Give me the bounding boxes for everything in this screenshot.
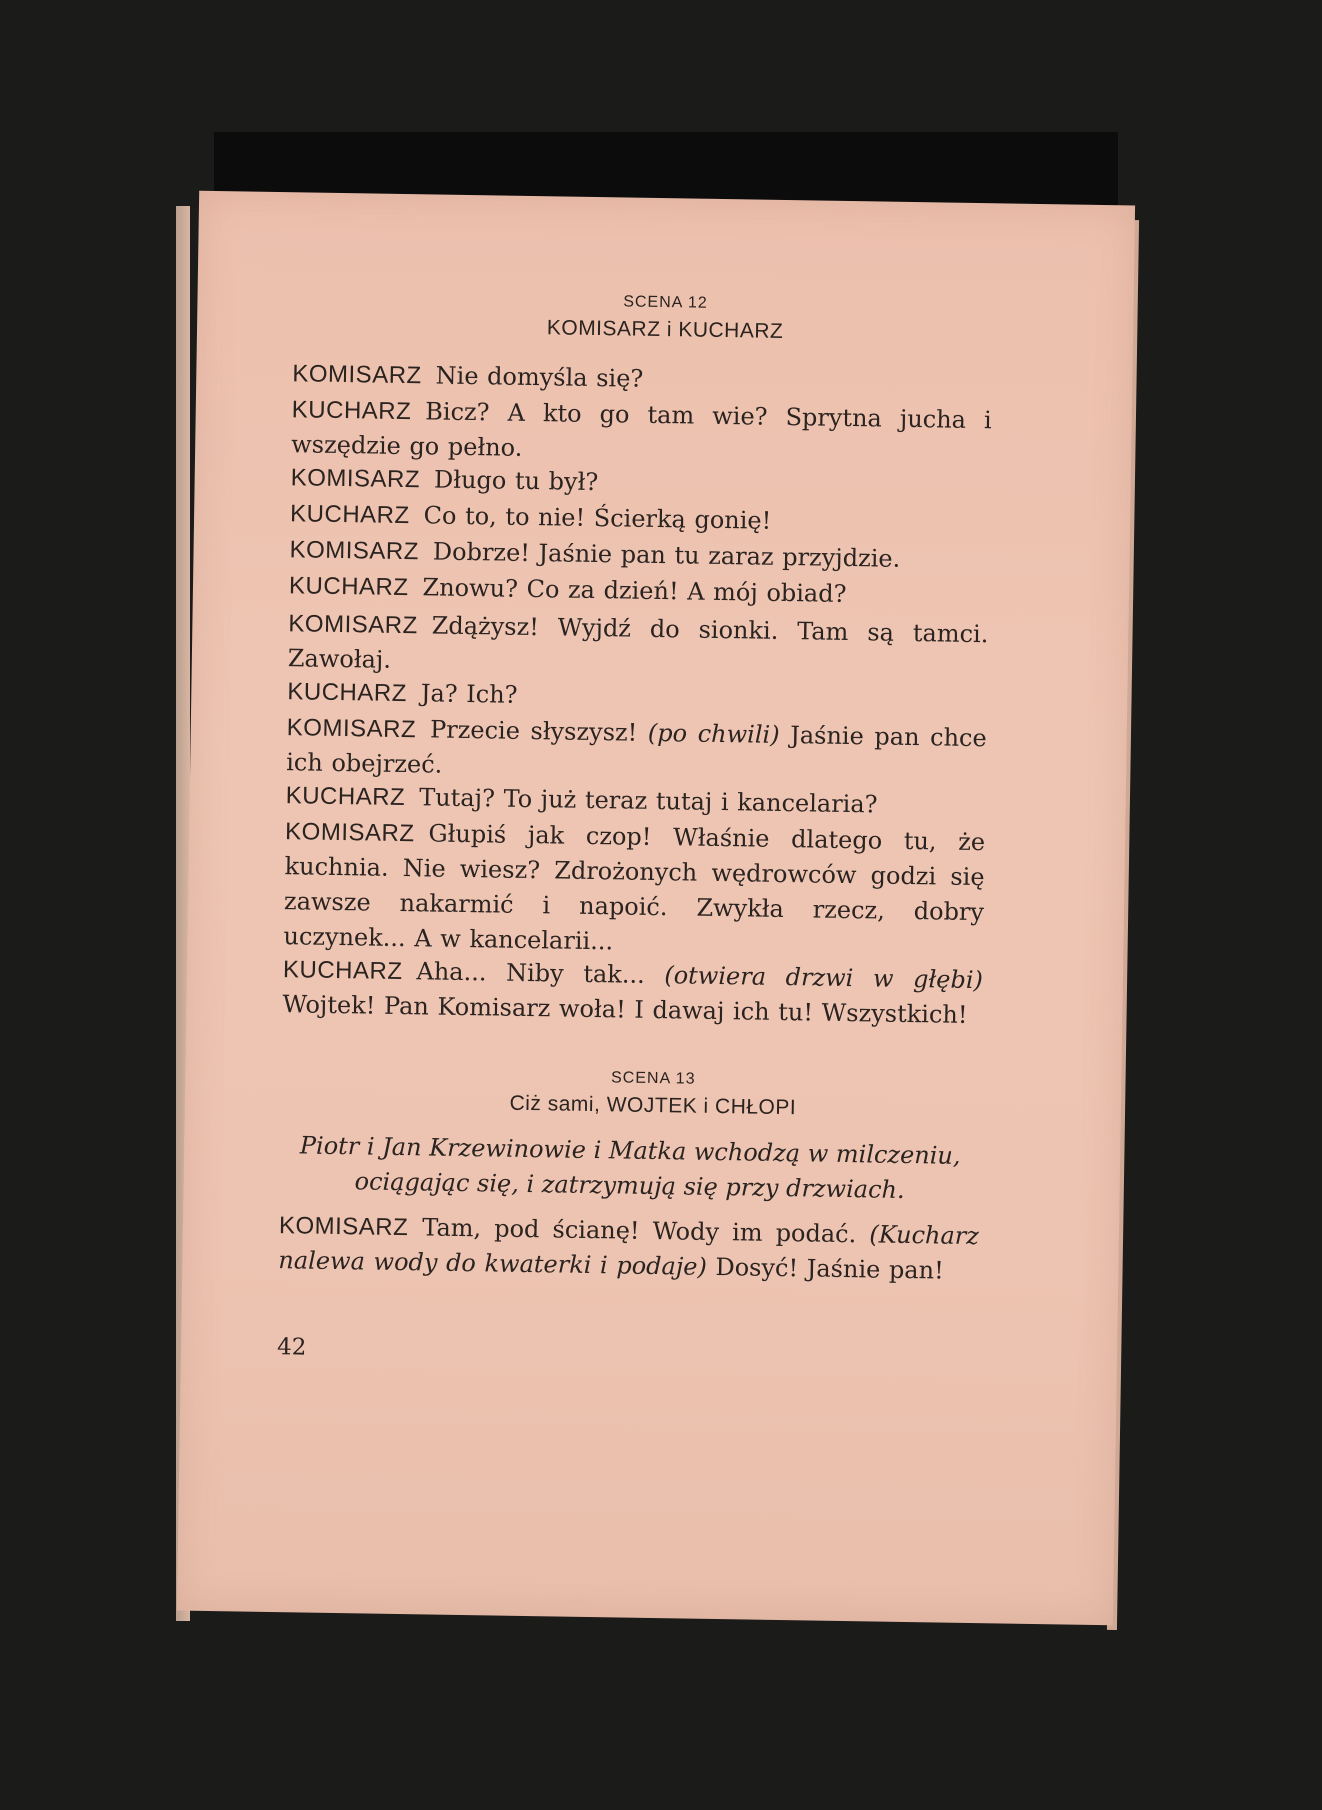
stage-direction: (otwiera drzwi w głębi) (664, 961, 984, 995)
line-text: Bicz? A kto go tam wie? Sprytna jucha i wszędzie go pełno. (291, 397, 992, 462)
speaker-name: KOMISARZ (284, 818, 415, 848)
dialogue-line (278, 1208, 979, 1289)
speaker-name: KUCHARZ (289, 500, 410, 530)
book-page (177, 191, 1135, 1626)
page-number: 42 (276, 1334, 307, 1361)
speaker-name: KUCHARZ (282, 956, 403, 986)
scene-12-cast: KOMISARZ i KUCHARZ (546, 316, 784, 343)
line-text: Aha... Niby tak... (416, 957, 645, 989)
speaker-name: KUCHARZ (287, 678, 408, 708)
speaker-name: KOMISARZ (288, 610, 418, 640)
speaker-name: KUCHARZ (285, 782, 406, 812)
line-text: Dosyć! Jaśnie pan! (715, 1252, 944, 1285)
dialogue-line (282, 952, 983, 1033)
line-text: Długo tu był? (433, 465, 599, 497)
line-text: Przecie słyszysz! (429, 715, 638, 747)
line-text: Głupiś jak czop! Właśnie dlatego tu, że kuchnia. Nie wiesz? Zdrożonych wędrowców godzi się zawsze nakarmić i napoić. Zwykła rzecz, dobry uczynek... A w kancelarii... (283, 819, 986, 956)
speaker-name: KOMISARZ (290, 464, 421, 494)
scene-12-label: SCENA 12 (623, 293, 708, 312)
line-text: Wojtek! Pan Komisarz woła! I dawaj ich tu! Wszystkich! (282, 990, 968, 1029)
speaker-name: KOMISARZ (292, 360, 422, 390)
line-text: Ja? Ich? (420, 679, 518, 709)
speaker-name: KUCHARZ (291, 396, 412, 426)
scene-13-label: SCENA 13 (610, 1069, 696, 1088)
stage-direction: (Kucharz nalewa wody do kwaterki i podaje) (278, 1220, 980, 1281)
line-text: Tam, pod ścianę! Wody im podać. (422, 1213, 857, 1249)
line-text: Nie domyśla się? (435, 361, 644, 393)
speaker-name: KOMISARZ (289, 536, 420, 566)
speaker-name: KUCHARZ (288, 572, 409, 602)
speaker-name: KOMISARZ (286, 714, 417, 744)
line-text: Zdążysz! Wyjdź do sionki. Tam są tamci. Zawołaj. (287, 611, 989, 674)
line-text: Znowu? Co za dzień! A mój obiad? (422, 573, 847, 608)
dialogue-line (283, 814, 985, 965)
scene-13-cast: Ciż sami, WOJTEK i CHŁOPI (509, 1091, 797, 1120)
line-text: Co to, to nie! Ścierką gonię! (423, 501, 772, 535)
line-text: Tutaj? To już teraz tutaj i kancelaria? (419, 783, 878, 819)
line-text: Jaśnie pan chce ich obejrzeć. (286, 721, 987, 779)
line-text: Dobrze! Jaśnie pan tu zaraz przyjdzie. (432, 537, 901, 573)
speaker-name: KOMISARZ (278, 1212, 409, 1242)
stage-direction-block: Piotr i Jan Krzewinowie i Matka wchodzą w milczeniu, ociągając się, i zatrzymują się przy drzwiach. (299, 1131, 961, 1204)
stage-direction: (po chwili) (647, 718, 780, 749)
